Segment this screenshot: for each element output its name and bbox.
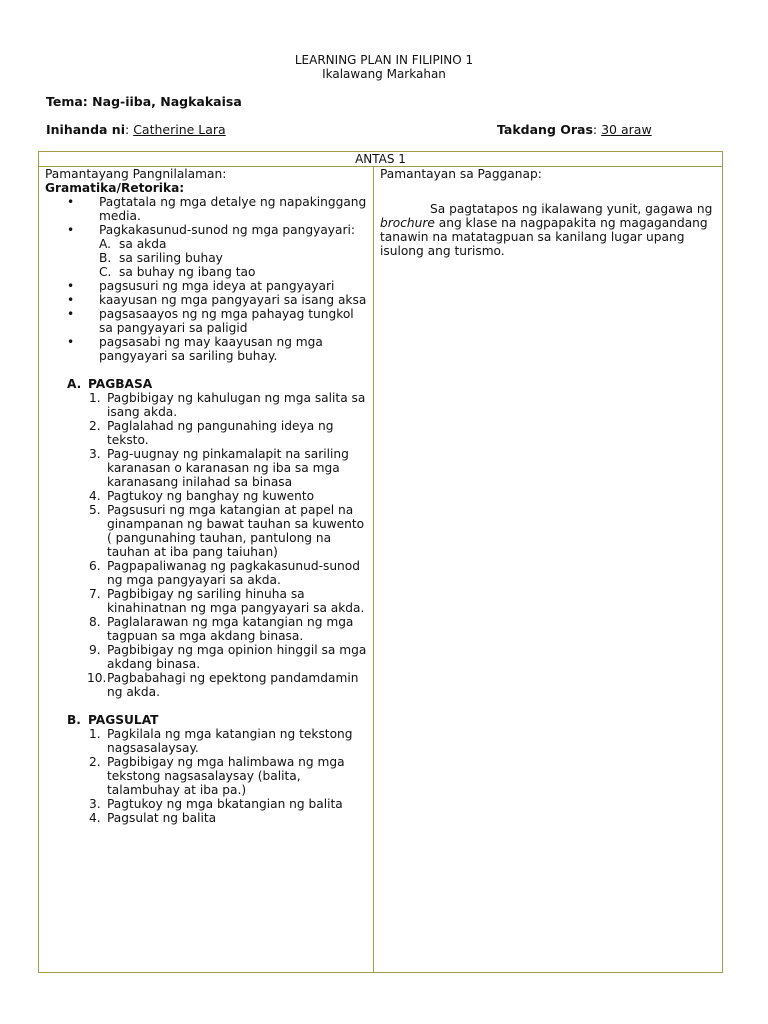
numbered-list [45, 391, 369, 699]
document-title: LEARNING PLAN IN FILIPINO 1 [294, 53, 474, 67]
item-number: 9. [89, 643, 101, 657]
item-text: Pagtukoy ng banghay ng kuwento [107, 489, 315, 503]
item-number: 2. [89, 755, 101, 769]
sub-item-letter: A. [99, 237, 111, 251]
document-subtitle: Ikalawang Markahan [322, 67, 446, 81]
item-number: 1. [89, 391, 101, 405]
item-text: Pagbibigay ng mga halimbawa ng mga tekstong nagsasalaysay (balita, talambuhay at iba pa.) [107, 755, 345, 797]
item-number: 4. [89, 489, 101, 503]
bullet-item [45, 293, 369, 307]
item-text: Paglalahad ng pangunahing ideya ng teksto. [107, 419, 334, 447]
list-item [45, 503, 369, 559]
list-item [45, 447, 369, 489]
list-item [45, 727, 369, 755]
content-standard-heading: Pamantayang Pangnilalaman: [45, 167, 227, 181]
plan-table [38, 151, 723, 973]
theme-value: Nag-iiba, Nagkakaisa [92, 94, 242, 109]
performance-standard-text [380, 202, 715, 258]
column-divider [373, 166, 374, 972]
bullet-item [45, 279, 369, 293]
item-text: Pag-uugnay ng pinkamalapit na sariling karanasan o karanasan ng iba sa mga karanasang inilahad sa binasa [107, 447, 349, 489]
performance-text-end: ang klase na nagpapakita ng magagandang tanawin na matatagpuan sa kanilang lugar upang isulong ang turismo. [380, 216, 708, 258]
list-item [45, 797, 369, 811]
time-line: Takdang Oras: 30 araw [497, 122, 652, 137]
skill-sections [45, 377, 369, 825]
performance-text-start: Sa pagtatapos ng ikalawang yunit, gagawa ng [430, 202, 713, 216]
item-text: Pagbibigay ng mga opinion hinggil sa mga akdang binasa. [107, 643, 367, 671]
bullet-item [45, 195, 369, 223]
numbered-list [45, 727, 369, 825]
author-line: Inihanda ni: Catherine Lara [46, 122, 226, 137]
item-number: 7. [89, 587, 101, 601]
sub-item-letter: B. [99, 251, 112, 265]
item-number: 5. [89, 503, 101, 517]
item-number: 4. [89, 811, 101, 825]
time-label: Takdang Oras [497, 122, 593, 137]
sub-item-text: sa sariling buhay [119, 251, 223, 265]
item-number: 10. [87, 671, 107, 685]
bullet-item [45, 307, 369, 335]
sub-item-letter: C. [99, 265, 112, 279]
list-item [45, 671, 369, 699]
item-text: Pagbibigay ng sariling hinuha sa kinahinatnan ng mga pangyayari sa akda. [107, 587, 365, 615]
sub-item [99, 237, 369, 251]
list-item [45, 419, 369, 447]
time-value: 30 araw [601, 122, 652, 137]
sub-item-text: sa akda [119, 237, 167, 251]
grammar-list [45, 195, 369, 363]
section-heading [45, 377, 369, 391]
list-item [45, 587, 369, 615]
item-text: Pagtukoy ng mga bkatangian ng balita [107, 797, 343, 811]
item-text: Pagbibigay ng kahulugan ng mga salita sa isang akda. [107, 391, 366, 419]
list-item [45, 615, 369, 643]
section-title: PAGBASA [88, 377, 153, 391]
grammar-heading: Gramatika/Retorika: [45, 181, 185, 195]
item-number: 8. [89, 615, 101, 629]
list-item [45, 755, 369, 797]
item-text: Pagkilala ng mga katangian ng tekstong nagsasalaysay. [107, 727, 353, 755]
item-number: 2. [89, 419, 101, 433]
item-text: Pagsulat ng balita [107, 811, 217, 825]
performance-standard-heading: Pamantayan sa Pagganap: [380, 167, 542, 181]
bullet-text: pagsasaayos ng ng mga pahayag tungkol sa pangyayari sa paligid [99, 307, 354, 335]
bullet-text: kaayusan ng mga pangyayari sa isang aksa [99, 293, 367, 307]
author-label: Inihanda ni [46, 122, 125, 137]
item-text: Pagpapaliwanag ng pagkakasunud-sunod ng mga pangyayari sa akda. [107, 559, 360, 587]
author-name: Catherine Lara [133, 122, 226, 137]
item-text: Pagbabahagi ng epektong pandamdamin ng akda. [107, 671, 359, 699]
bullet-item [45, 223, 369, 279]
bullet-text: pagsasabi ng may kaayusan ng mga pangyayari sa sariling buhay. [99, 335, 323, 363]
bullet-text: Pagkakasunud-sunod ng mga pangyayari: [99, 223, 355, 237]
list-item [45, 391, 369, 419]
content-standard-column [45, 167, 369, 825]
theme-label: Tema: [46, 94, 88, 109]
bullet-text: pagsusuri ng mga ideya at pangyayari [99, 279, 335, 293]
bullet-text: Pagtatala ng mga detalye ng napakinggang media. [99, 195, 367, 223]
section-heading [45, 713, 369, 727]
performance-text-emphasis: brochure [380, 216, 435, 230]
section-letter: B. [67, 713, 81, 727]
sub-item-text: sa buhay ng ibang tao [119, 265, 256, 279]
item-text: Pagsusuri ng mga katangian at papel na ginampanan ng bawat tauhan sa kuwento ( pangunahing tauhan, pantulong na tauhan at iba pang taiuhan) [107, 503, 365, 559]
item-number: 3. [89, 447, 101, 461]
list-item [45, 643, 369, 671]
theme-line [46, 94, 242, 110]
item-number: 1. [89, 727, 101, 741]
sub-item [99, 265, 369, 279]
item-number: 6. [89, 559, 101, 573]
table-header: ANTAS 1 [39, 152, 722, 167]
sub-item [99, 251, 369, 265]
section-title: PAGSULAT [88, 713, 159, 727]
item-number: 3. [89, 797, 101, 811]
bullet-item [45, 335, 369, 363]
section-letter: A. [67, 377, 82, 391]
performance-standard-column [380, 167, 715, 258]
list-item [45, 559, 369, 587]
list-item [45, 811, 369, 825]
list-item [45, 489, 369, 503]
item-text: Paglalarawan ng mga katangian ng mga tagpuan sa mga akdang binasa. [107, 615, 354, 643]
